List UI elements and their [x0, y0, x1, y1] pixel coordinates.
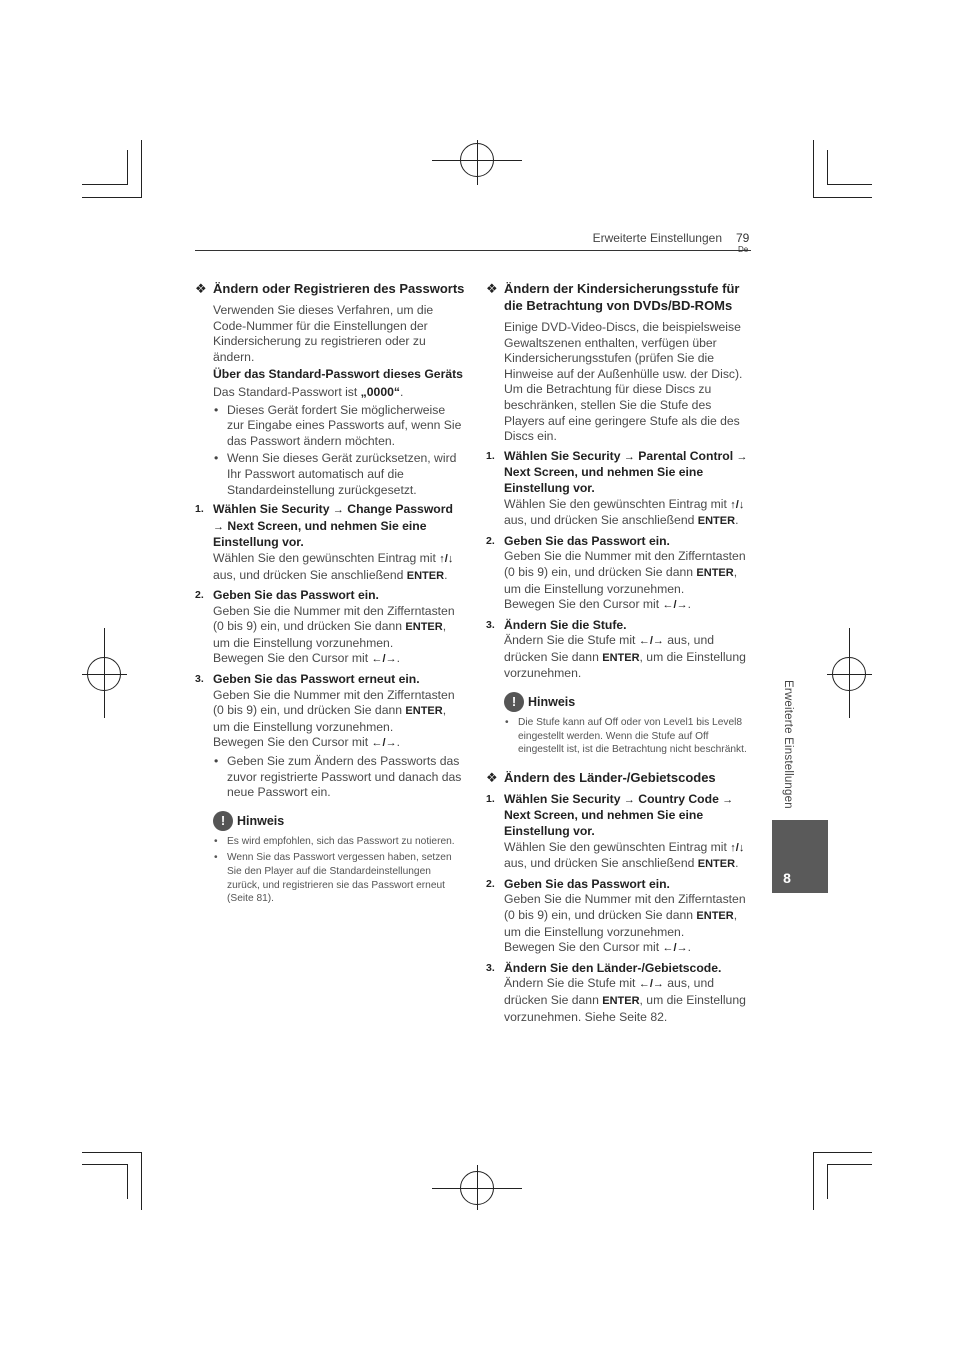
enter-key-label: ENTER: [602, 651, 640, 664]
enter-key-label: ENTER: [405, 705, 443, 718]
note-item: • Wenn Sie das Passwort vergessen haben, setzen Sie den Player auf die Standardeinstellungen zurück, und registrieren sie das Passwort erneut (Seite 81).: [195, 851, 465, 905]
enter-key-label: ENTER: [405, 621, 443, 634]
left-right-keys-icon: ←/→: [371, 653, 397, 666]
enter-key-label: ENTER: [697, 515, 736, 528]
header-rule: [195, 250, 751, 251]
left-right-keys-icon: ←/→: [638, 635, 664, 648]
diamond-bullet-icon: ❖: [195, 281, 207, 296]
step-2: 2. Geben Sie das Passwort ein. Geben Sie die Nummer mit den Zifferntasten (0 bis 9) ein, und drücken Sie dann ENTER, um die Einstellung vorzunehmen. Bewegen Sie den Cursor mit ←/→.: [195, 588, 455, 666]
chapter-tab: [772, 820, 828, 893]
arrow-right-icon: →: [332, 504, 344, 517]
step-3: 3. Ändern Sie den Länder-/Gebietscode. Ändern Sie die Stufe mit ←/→ aus, und drücken Sie dann ENTER, um die Einstellung vorzunehmen. Siehe Seite 82.: [486, 960, 746, 1024]
intro-text: Einige DVD-Video-Discs, die beispielsweise Gewaltszenen enthalten, verfügen über Kindersicherungsstufen (prüfen Sie die Hinweise auf der Außenhülle usw. der Disc). Um die Betrachtung für diese Discs zu beschränken, stellen Sie die Stufe des Players auf eine geringere Stufe als die des Discs ein.: [504, 320, 743, 444]
list-item: • Dieses Gerät fordert Sie möglicherweise zur Eingabe eines Passworts auf, wenn Sie das Passwort ändern möchten.: [195, 403, 465, 450]
note-item: • Die Stufe kann auf Off oder von Level1 bis Level8 eingestellt werden. Wenn die Stufe auf Off eingestellt ist, ist die Betrachtung nicht beschränkt.: [486, 716, 751, 757]
enter-key-label: ENTER: [602, 994, 640, 1007]
intro-text: Verwenden Sie dieses Verfahren, um die Code-Nummer für die Einstellungen der Kindersicherung zu registrieren oder zu ändern.: [213, 303, 434, 364]
section-title-password: ❖ Ändern oder Registrieren des Passworts: [195, 281, 465, 296]
note-item: • Es wird empfohlen, sich das Passwort zu notieren.: [195, 835, 465, 849]
enter-key-label: ENTER: [696, 566, 734, 579]
diamond-bullet-icon: ❖: [486, 769, 498, 785]
up-down-keys-icon: ↑/↓: [439, 552, 454, 565]
list-item: • Wenn Sie dieses Gerät zurücksetzen, wird Ihr Passwort automatisch auf die Standardeinstellung zurückgesetzt.: [195, 451, 465, 498]
arrow-right-icon: →: [623, 450, 635, 463]
left-right-keys-icon: ←/→: [662, 942, 688, 955]
list-item: • Geben Sie zum Ändern des Passworts das zuvor registrierte Passwort und danach das neue Passwort ein.: [195, 754, 465, 801]
arrow-right-icon: →: [213, 520, 224, 533]
step-1: 1. Wählen Sie Security → Parental Control → Next Screen, und nehmen Sie eine Einstellung vor. Wählen Sie den gewünschten Eintrag mit ↑/↓ aus, und drücken Sie anschließend ENTER.: [486, 448, 748, 528]
default-password-heading: Über das Standard-Passwort dieses Geräts: [213, 367, 463, 382]
chapter-number: 8: [783, 870, 791, 886]
enter-key-label: ENTER: [406, 569, 445, 582]
step-1: 1. Wählen Sie Security → Change Password → Next Screen, und nehmen Sie eine Einstellung vor. Wählen Sie den gewünschten Eintrag mit ↑/↓ aus, und drücken Sie anschließend ENTER.: [195, 502, 454, 582]
default-password-text: Das Standard-Passwort ist „0000“.: [213, 384, 404, 399]
enter-key-label: ENTER: [696, 910, 734, 922]
up-down-keys-icon: ↑/↓: [730, 841, 745, 854]
step-3: 3. Ändern Sie die Stufe. Ändern Sie die Stufe mit ←/→ aus, und drücken Sie dann ENTER, um die Einstellung vorzunehmen.: [486, 617, 746, 681]
step-2: 2. Geben Sie das Passwort ein. Geben Sie die Nummer mit den Zifferntasten (0 bis 9) ein, und drücken Sie dann ENTER, um die Einstellung vorzunehmen. Bewegen Sie den Cursor mit ←/→.: [486, 876, 746, 955]
diamond-bullet-icon: ❖: [486, 281, 498, 296]
section-title-parental-level: ❖ Ändern der Kindersicherungsstufe für die Betrachtung von DVDs/BD-ROMs: [486, 281, 740, 313]
page-number: 79: [736, 231, 750, 245]
note-heading: ! Hinweis: [213, 811, 465, 831]
left-right-keys-icon: ←/→: [662, 599, 688, 612]
enter-key-label: ENTER: [697, 858, 736, 871]
arrow-right-icon: →: [736, 450, 748, 463]
step-1: 1. Wählen Sie Security → Country Code → Next Screen, und nehmen Sie eine Einstellung vor. Wählen Sie den gewünschten Eintrag mit ↑/↓ aus, und drücken Sie anschließend ENTER.: [486, 791, 745, 871]
warning-icon: !: [213, 811, 233, 831]
left-right-keys-icon: ←/→: [371, 737, 397, 750]
arrow-right-icon: →: [623, 793, 635, 806]
note-heading: ! Hinweis: [504, 692, 751, 712]
arrow-right-icon: →: [722, 793, 734, 806]
side-tab-label: Erweiterte Einstellungen: [782, 680, 794, 809]
left-column: [195, 280, 465, 909]
up-down-keys-icon: ↑/↓: [730, 498, 745, 511]
left-right-keys-icon: ←/→: [638, 978, 664, 991]
warning-icon: !: [504, 692, 524, 712]
header-section-title: Erweiterte Einstellungen: [592, 231, 722, 245]
section-title-country-code: ❖ Ändern des Länder-/Gebietscodes: [486, 769, 716, 785]
step-3: 3. Geben Sie das Passwort erneut ein. Geben Sie die Nummer mit den Zifferntasten (0 bis 9) ein, und drücken Sie dann ENTER, um die Einstellung vorzunehmen. Bewegen Sie den Cursor mit ←/→.: [195, 672, 455, 750]
step-2: 2. Geben Sie das Passwort ein. Geben Sie die Nummer mit den Zifferntasten (0 bis 9) ein, und drücken Sie dann ENTER, um die Einstellung vorzunehmen. Bewegen Sie den Cursor mit ←/→.: [486, 533, 746, 612]
right-column: [486, 280, 751, 1025]
